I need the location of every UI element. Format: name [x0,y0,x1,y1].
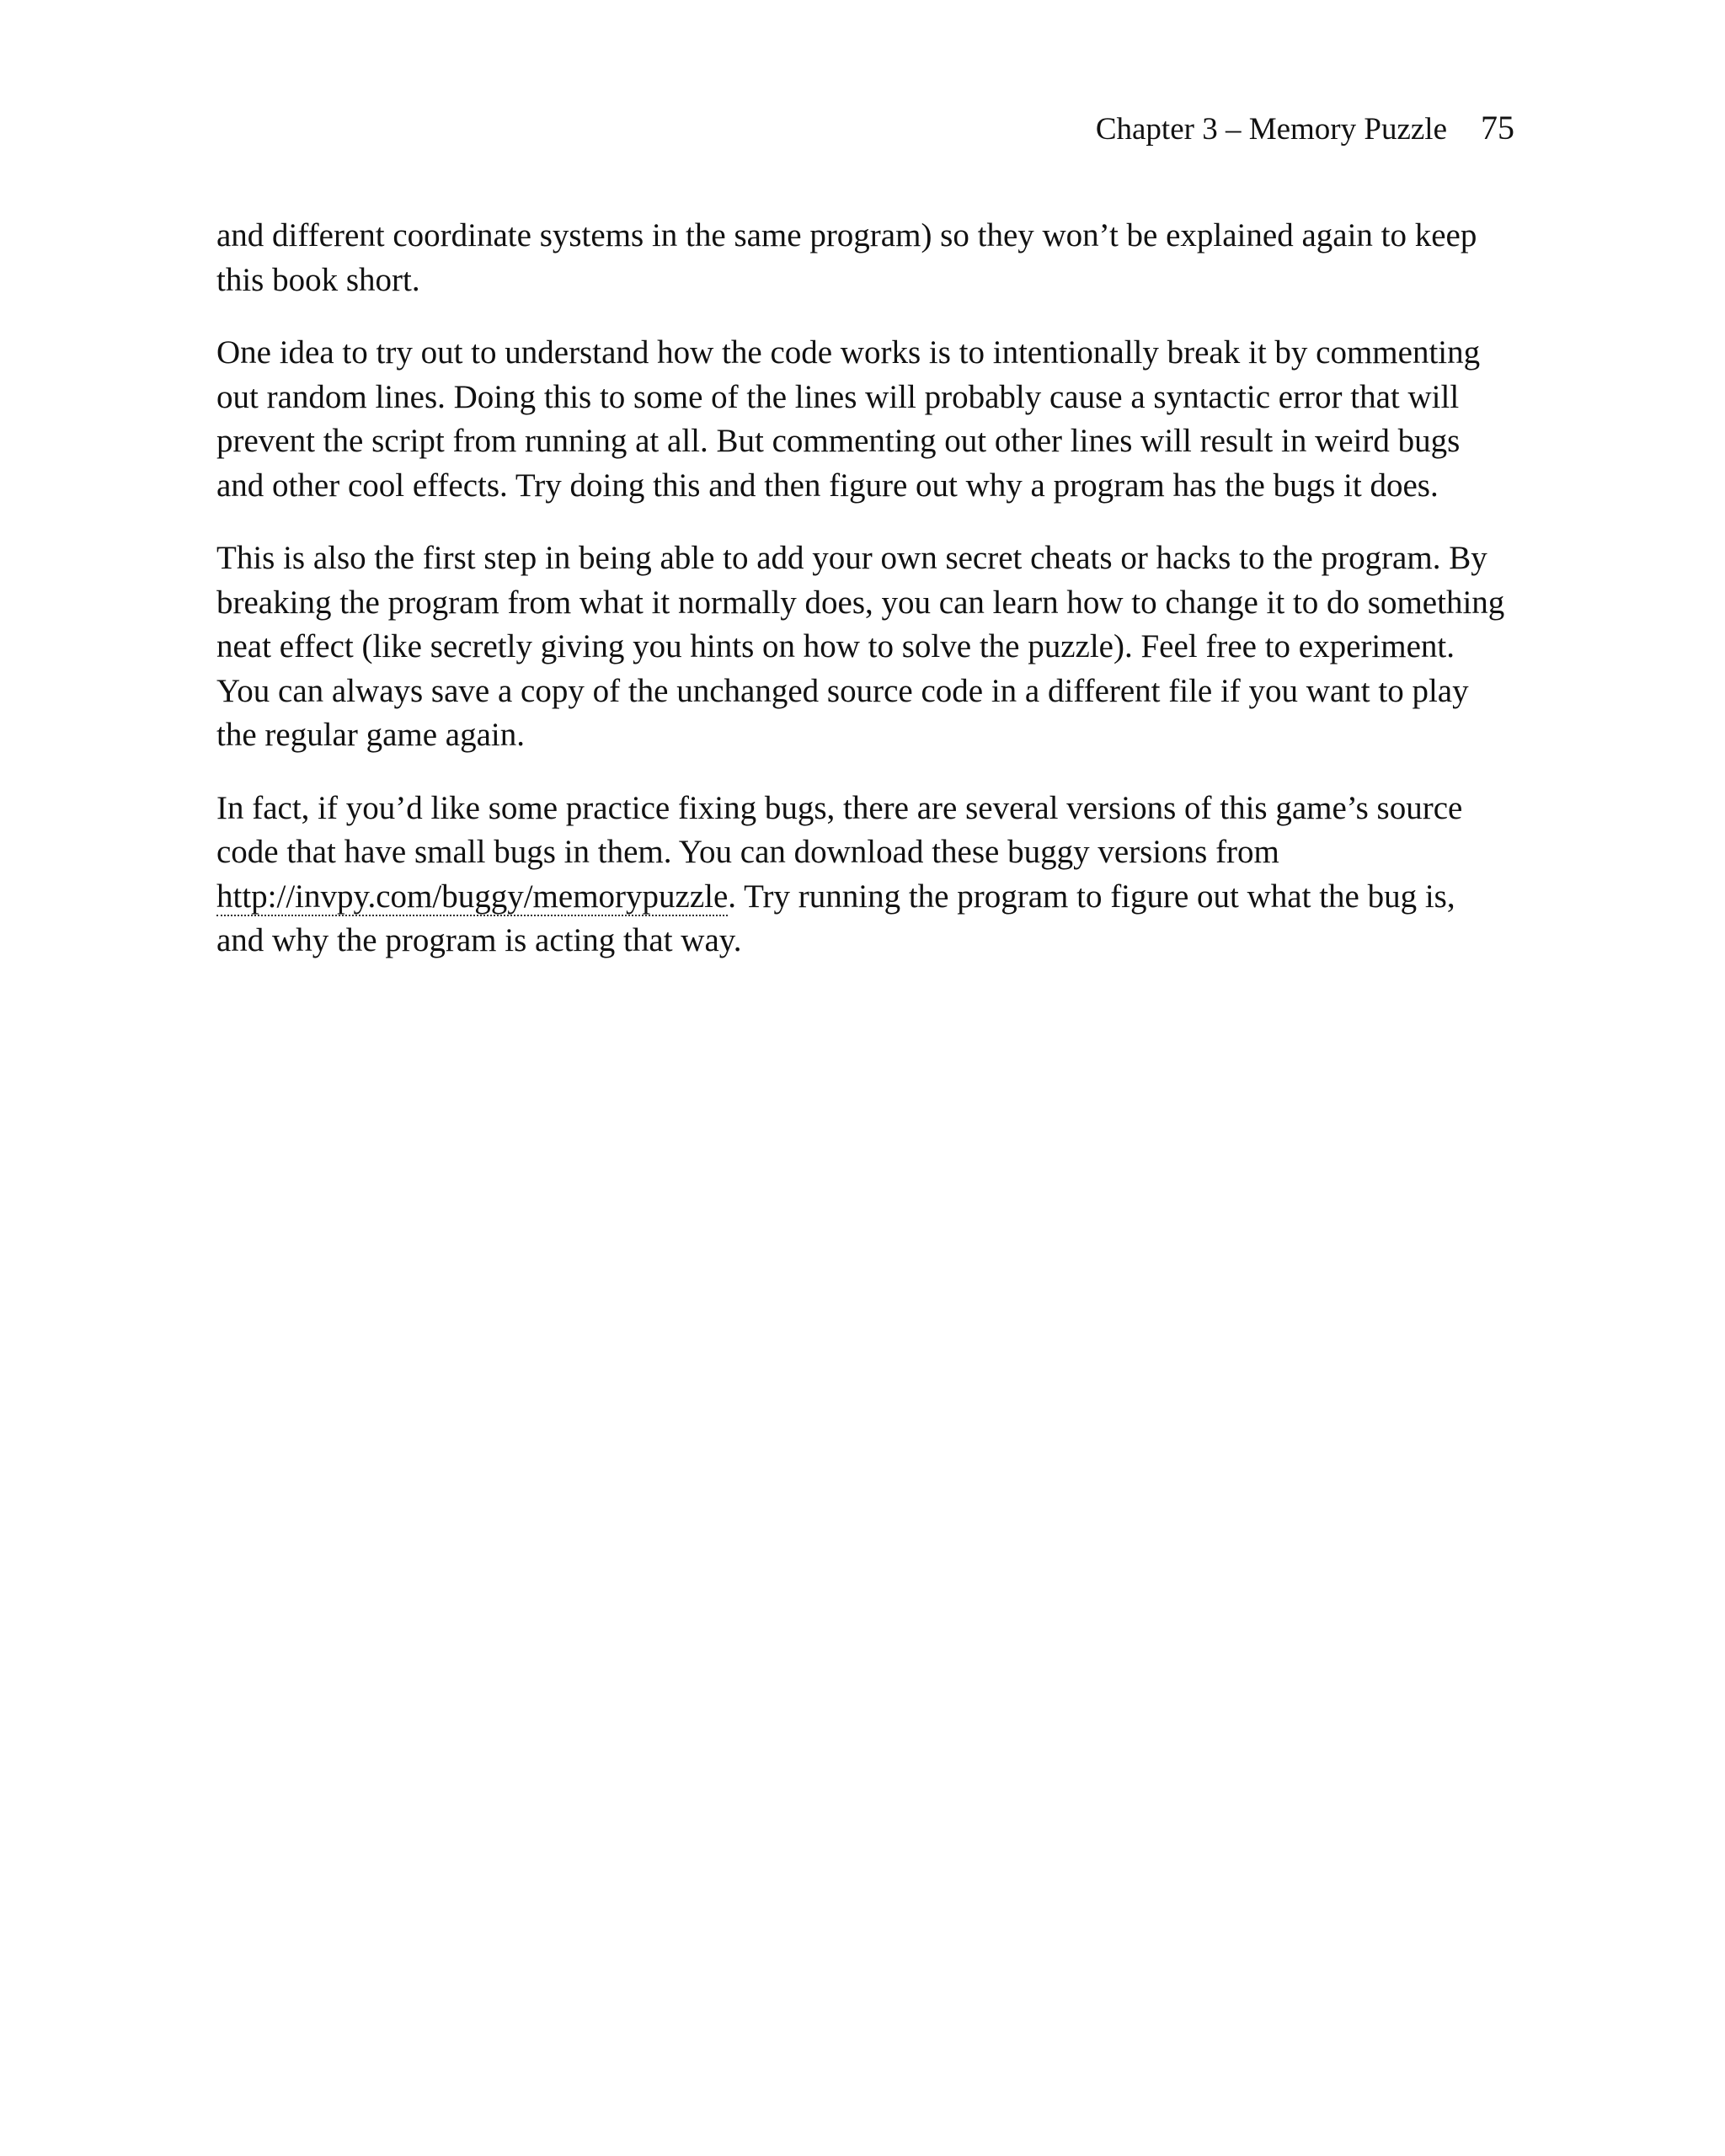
text-line: You can always save a copy of the unchanged source code in a different file if you want to play [216,672,1469,709]
paragraph-1 [216,214,1530,302]
text-line: In fact, if you’d like some practice fixing bugs, there are several versions of this game’s source [216,789,1463,826]
text-line: code that have small bugs in them. You can download these buggy versions from [216,834,1279,870]
text-line: breaking the program from what it normally does, you can learn how to change it to do something [216,584,1505,621]
text-line: This is also the first step in being able to add your own secret cheats or hacks to the program. By [216,540,1487,576]
text-line: the regular game again. [216,717,525,753]
text-line: One idea to try out to understand how the code works is to intentionally break it by commenting [216,334,1481,371]
text-line: out random lines. Doing this to some of the lines will probably cause a syntactic error that will [216,378,1460,415]
text-line: and why the program is acting that way. [216,922,742,958]
text-segment: . Try running the program to figure out what the bug is, [728,878,1455,915]
paragraph-3 [216,536,1530,758]
text-line: prevent the script from running at all. But commenting out other lines will result in weird bugs [216,423,1461,459]
paragraph-2 [216,331,1530,508]
text-line: and different coordinate systems in the same program) so they won’t be explained again to keep [216,217,1477,253]
text-line: and other cool effects. Try doing this and then figure out why a program has the bugs it does. [216,467,1439,504]
running-header [1096,108,1514,147]
text-line [216,875,1530,920]
chapter-title: Chapter 3 – Memory Puzzle [1095,112,1447,147]
text-line: neat effect (like secretly giving you hints on how to solve the puzzle). Feel free to experiment. [216,628,1455,664]
text-line: this book short. [216,261,420,298]
paragraph-4 [216,787,1530,963]
body-text [216,214,1530,992]
buggy-version-link[interactable]: http://invpy.com/buggy/memorypuzzle [216,878,729,915]
page-number: 75 [1481,109,1514,147]
